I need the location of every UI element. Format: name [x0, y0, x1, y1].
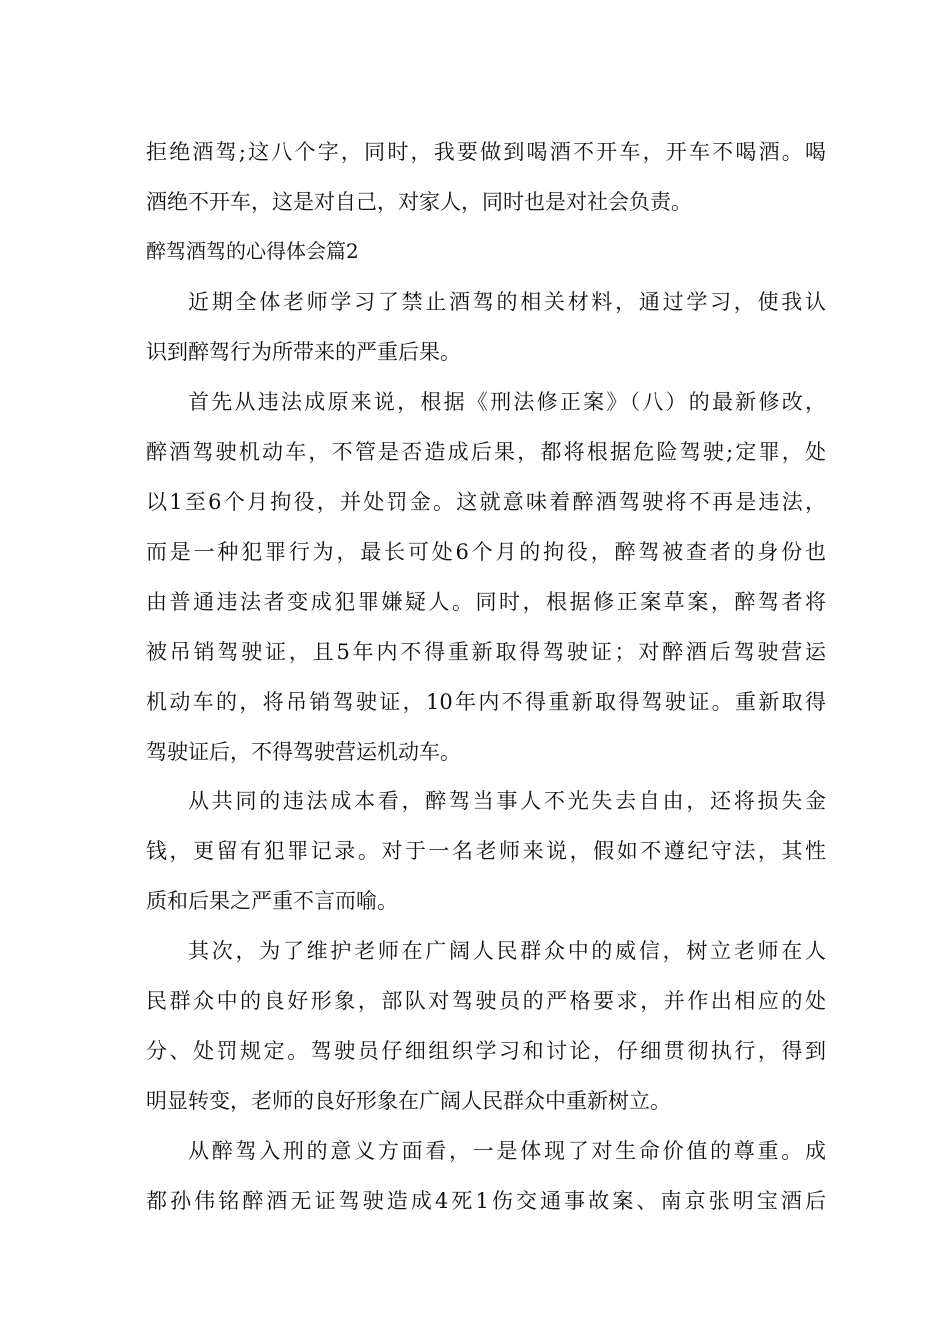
paragraph-line: 钱，更留有犯罪记录。对于一名老师来说，假如不遵纪守法，其性: [146, 839, 826, 863]
paragraph-line: 其次，为了维护老师在广阔人民群众中的威信，树立老师在人: [188, 939, 826, 963]
paragraph-line: 都孙伟铭醉酒无证驾驶造成4死1伤交通事故案、南京张明宝酒后: [146, 1189, 826, 1213]
paragraph-line: 分、处罚规定。驾驶员仔细组织学习和讨论，仔细贯彻执行，得到: [146, 1039, 826, 1063]
paragraph-line: 首先从违法成原来说，根据《刑法修正案》（八）的最新修改，: [188, 390, 826, 414]
section-heading: 醉驾酒驾的心得体会篇2: [146, 239, 359, 263]
paragraph-line: 质和后果之严重不言而喻。: [146, 889, 398, 913]
paragraph-line: 醉酒驾驶机动车，不管是否造成后果，都将根据危险驾驶;定罪，处: [146, 440, 826, 464]
paragraph-line: 明显转变，老师的良好形象在广阔人民群众中重新树立。: [146, 1089, 671, 1113]
paragraph-line: 近期全体老师学习了禁止酒驾的相关材料，通过学习，使我认: [188, 290, 826, 314]
paragraph-line: 而是一种犯罪行为，最长可处6个月的拘役，醉驾被查者的身份也: [146, 540, 826, 564]
paragraph-line: 驾驶证后，不得驾驶营运机动车。: [146, 740, 461, 764]
paragraph-line: 从醉驾入刑的意义方面看，一是体现了对生命价值的尊重。成: [188, 1139, 826, 1163]
paragraph-line: 被吊销驾驶证，且5年内不得重新取得驾驶证；对醉酒后驾驶营运: [146, 640, 826, 664]
paragraph-line: 从共同的违法成本看，醉驾当事人不光失去自由，还将损失金: [188, 789, 826, 813]
paragraph-line: 机动车的，将吊销驾驶证，10年内不得重新取得驾驶证。重新取得: [146, 690, 826, 714]
paragraph-line: 由普通违法者变成犯罪嫌疑人。同时，根据修正案草案，醉驾者将: [146, 590, 826, 614]
paragraph-line: 酒绝不开车，这是对自己，对家人，同时也是对社会负责。: [146, 190, 692, 214]
paragraph-line: 民群众中的良好形象，部队对驾驶员的严格要求，并作出相应的处: [146, 989, 826, 1013]
paragraph-line: 识到醉驾行为所带来的严重后果。: [146, 340, 461, 364]
paragraph-line: 以1至6个月拘役，并处罚金。这就意味着醉酒驾驶将不再是违法，: [146, 490, 826, 514]
paragraph-line: 拒绝酒驾;这八个字，同时，我要做到喝酒不开车，开车不喝酒。喝: [146, 140, 826, 164]
